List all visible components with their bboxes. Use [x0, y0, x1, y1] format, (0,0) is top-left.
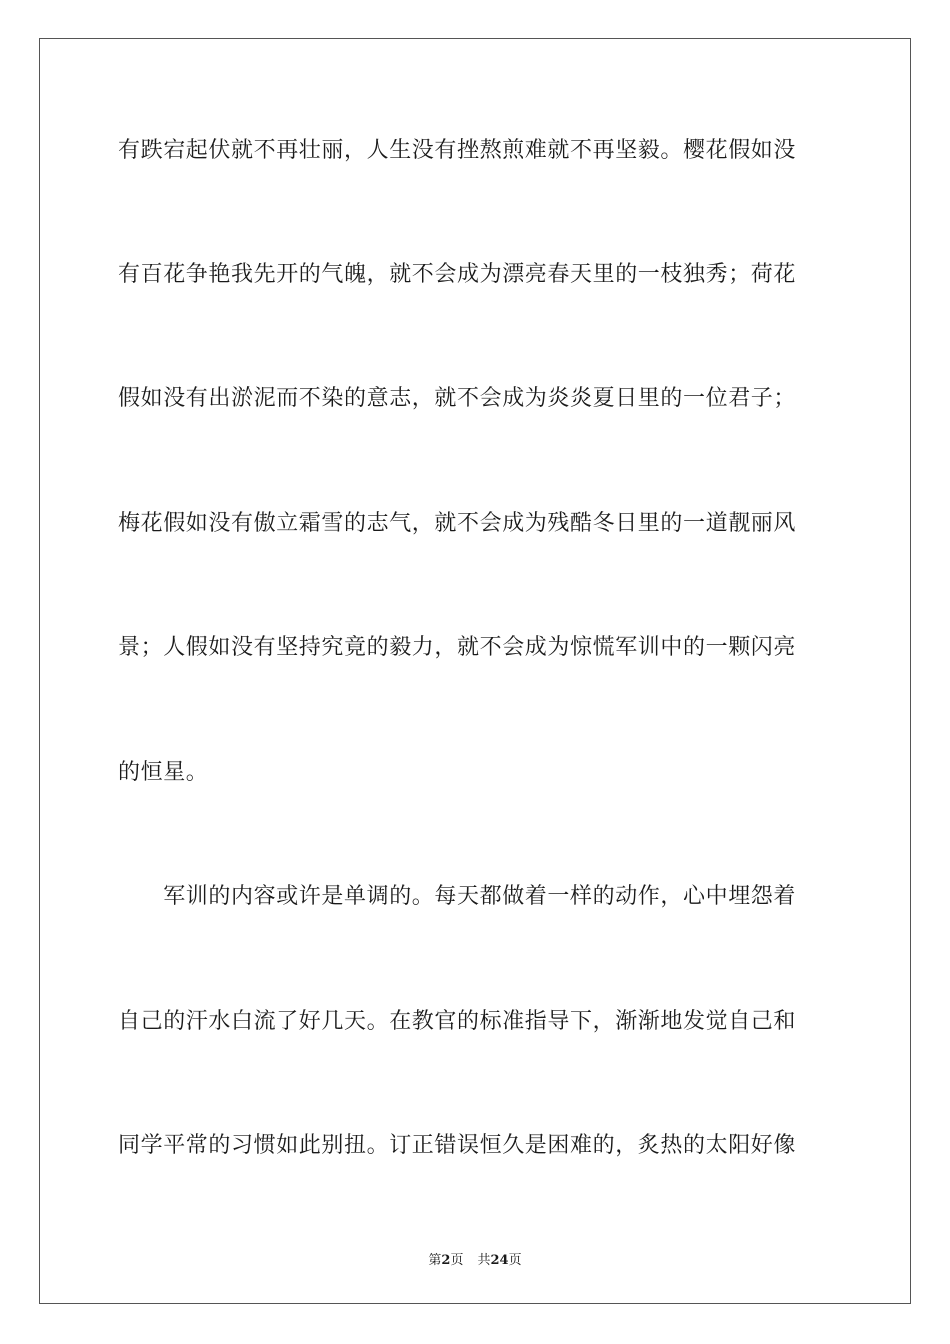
page-footer	[0, 1249, 950, 1268]
page-prefix: 第	[428, 1253, 442, 1268]
body-text-line: 梅花假如没有傲立霜雪的志气，就不会成为残酷冬日里的一道靓丽风	[118, 511, 797, 536]
page-number: 2	[441, 1253, 451, 1268]
total-pages: 24	[490, 1253, 509, 1268]
total-suffix: 页	[508, 1253, 522, 1268]
page-suffix: 页	[450, 1253, 464, 1268]
body-text-line: 有跌宕起伏就不再壮丽，人生没有挫熬煎难就不再坚毅。樱花假如没	[118, 138, 797, 163]
total-prefix: 共	[477, 1253, 491, 1268]
body-text-line: 自己的汗水白流了好几天。在教官的标准指导下，渐渐地发觉自己和	[118, 1009, 797, 1034]
page-border	[39, 38, 911, 1304]
body-text-line: 军训的内容或许是单调的。每天都做着一样的动作，心中埋怨着	[118, 884, 797, 909]
body-text-line: 的恒星。	[118, 760, 209, 785]
body-text-line: 同学平常的习惯如此别扭。订正错误恒久是困难的，炙热的太阳好像	[118, 1133, 797, 1158]
body-text-line: 景；人假如没有坚持究竟的毅力，就不会成为惊慌军训中的一颗闪亮	[118, 635, 797, 660]
body-text-line: 有百花争艳我先开的气魄，就不会成为漂亮春天里的一枝独秀；荷花	[118, 262, 797, 287]
body-text-line: 假如没有出淤泥而不染的意志，就不会成为炎炎夏日里的一位君子；	[118, 386, 797, 411]
